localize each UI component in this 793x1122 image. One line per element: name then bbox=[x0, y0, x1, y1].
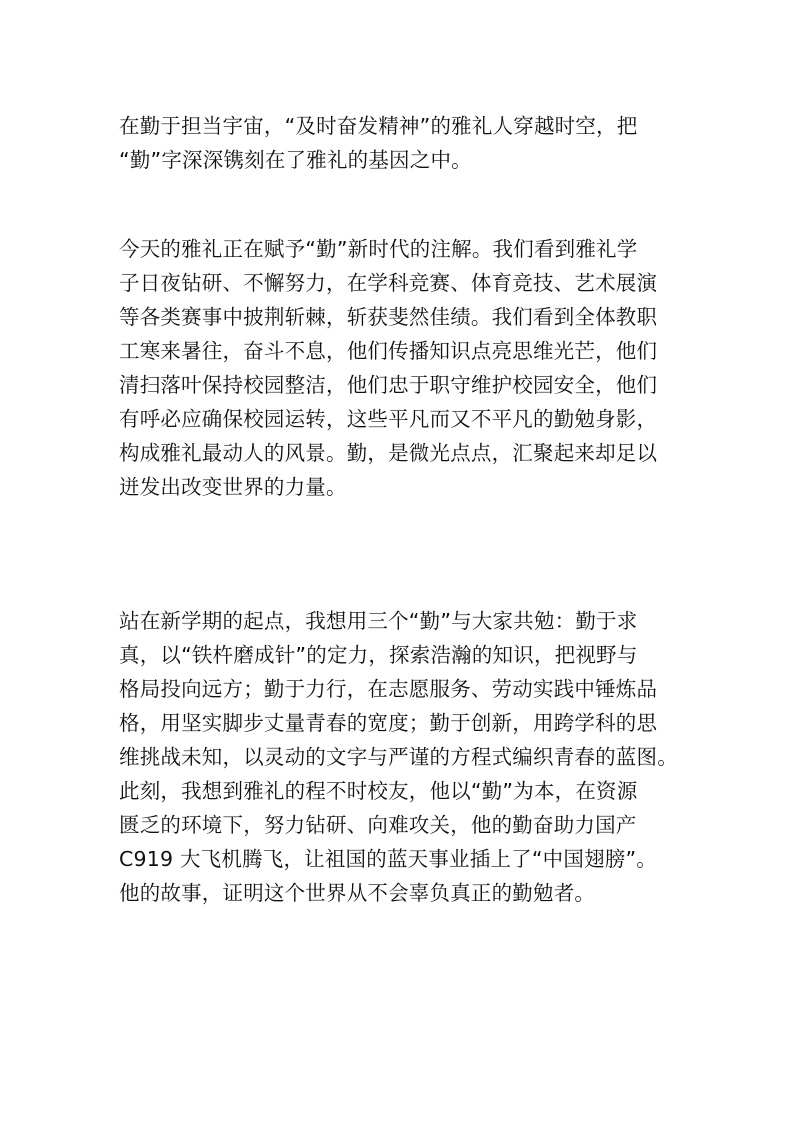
paragraph-line: 构成雅礼最动人的风景。勤，是微光点点，汇聚起来却足以 bbox=[119, 441, 658, 465]
paragraph-line: 此刻，我想到雅礼的程不时校友，他以“勤”为本，在资源 bbox=[119, 779, 638, 803]
paragraph-line: 子日夜钻研、不懈努力，在学科竞赛、体育竞技、艺术展演 bbox=[119, 271, 658, 295]
paragraph-line: 格局投向远方；勤于力行，在志愿服务、劳动实践中锤炼品 bbox=[119, 677, 658, 701]
paragraph-line: 真，以“铁杵磨成针”的定力，探索浩瀚的知识，把视野与 bbox=[119, 643, 638, 667]
paragraph-line: C919 大飞机腾飞，让祖国的蓝天事业插上了“中国翅膀”。 bbox=[119, 847, 657, 871]
paragraph-line: 他的故事，证明这个世界从不会辜负真正的勤勉者。 bbox=[119, 881, 596, 905]
paragraph-line: 工寒来暑往，奋斗不息，他们传播知识点亮思维光芒，他们 bbox=[119, 339, 658, 363]
paragraph-line: 今天的雅礼正在赋予“勤”新时代的注解。我们看到雅礼学 bbox=[119, 237, 638, 261]
paragraph-line: 迸发出改变世界的力量。 bbox=[119, 475, 347, 499]
paragraph-line: 匮乏的环境下，努力钻研、向难攻关，他的勤奋助力国产 bbox=[119, 813, 637, 837]
paragraph-line: 站在新学期的起点，我想用三个“勤”与大家共勉：勤于求 bbox=[119, 609, 638, 633]
paragraph-line: 格，用坚实脚步丈量青春的宽度；勤于创新，用跨学科的思 bbox=[119, 711, 658, 735]
paragraph-line: 等各类赛事中披荆斩棘，斩获斐然佳绩。我们看到全体教职 bbox=[119, 305, 658, 329]
paragraph-2 bbox=[119, 232, 719, 504]
paragraph-line: 在勤于担当宇宙，“及时奋发精神”的雅礼人穿越时空，把 bbox=[119, 114, 638, 138]
paragraph-line: 清扫落叶保持校园整洁，他们忠于职守维护校园安全，他们 bbox=[119, 373, 658, 397]
paragraph-line: 维挑战未知，以灵动的文字与严谨的方程式编织青春的蓝图。 bbox=[119, 745, 678, 769]
paragraph-1 bbox=[119, 109, 719, 177]
paragraph-3 bbox=[119, 604, 719, 910]
paragraph-line: “勤”字深深镌刻在了雅礼的基因之中。 bbox=[119, 148, 472, 172]
paragraph-line: 有呼必应确保校园运转，这些平凡而又不平凡的勤勉身影， bbox=[119, 407, 658, 431]
